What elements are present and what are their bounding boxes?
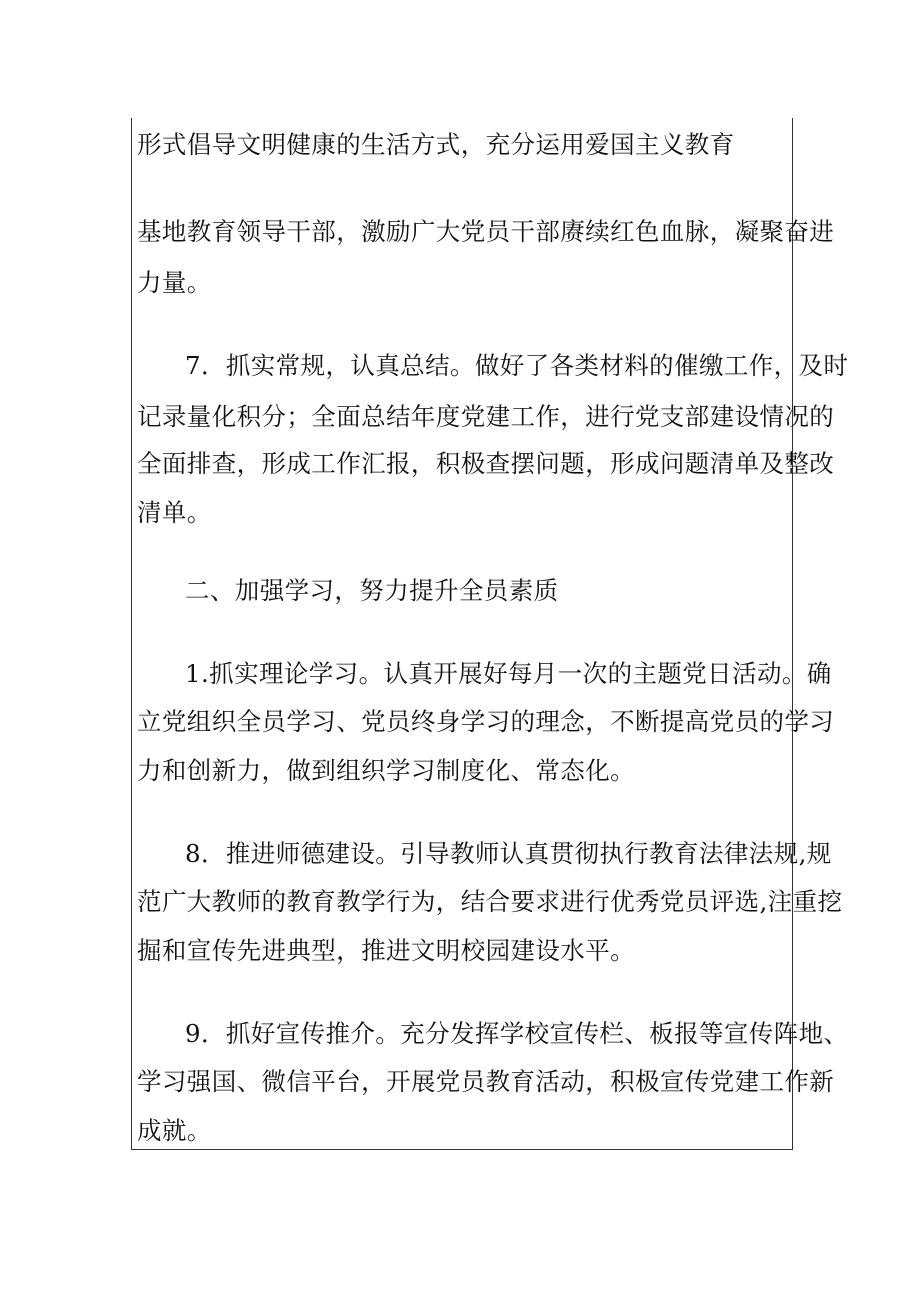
text-line: 记录量化积分；全面总结年度党建工作，进行党支部建设情况的 bbox=[137, 402, 835, 431]
text-line: 清单。 bbox=[137, 498, 212, 527]
text-line: 范广大教师的教育教学行为，结合要求进行优秀党员评选,注重挖 bbox=[137, 887, 843, 916]
text-line: 全面排查，形成工作汇报，积极查摆问题，形成问题清单及整改 bbox=[137, 449, 835, 478]
section-heading: 二、加强学习，努力提升全员素质 bbox=[185, 576, 559, 605]
text-line: 力和创新力，做到组织学习制度化、常态化。 bbox=[137, 756, 635, 785]
paragraph-heading-1: 1.抓实理论学习。认真开展好每月一次的主题党日活动。确 bbox=[185, 659, 832, 688]
text-line: 成就。 bbox=[137, 1116, 212, 1145]
text-line: 基地教育领导干部，激励广大党员干部赓续红色血脉，凝聚奋进 bbox=[137, 217, 835, 246]
text-line: 立党组织全员学习、党员终身学习的理念，不断提高党员的学习 bbox=[137, 707, 835, 736]
paragraph-heading-7: 7．抓实常规，认真总结。做好了各类材料的催缴工作，及时 bbox=[185, 351, 849, 380]
paragraph-heading-8: 8．推进师德建设。引导教师认真贯彻执行教育法律法规,规 bbox=[185, 839, 832, 868]
text-line: 学习强国、微信平台，开展党员教育活动，积极宣传党建工作新 bbox=[137, 1067, 835, 1096]
paragraph-heading-9: 9．抓好宣传推介。充分发挥学校宣传栏、板报等宣传阵地、 bbox=[185, 1019, 849, 1048]
text-line: 形式倡导文明健康的生活方式，充分运用爱国主义教育 bbox=[137, 130, 735, 159]
document-table-cell bbox=[131, 118, 849, 1150]
text-line: 力量。 bbox=[137, 268, 212, 297]
text-line: 掘和宣传先进典型，推进文明校园建设水平。 bbox=[137, 936, 635, 965]
